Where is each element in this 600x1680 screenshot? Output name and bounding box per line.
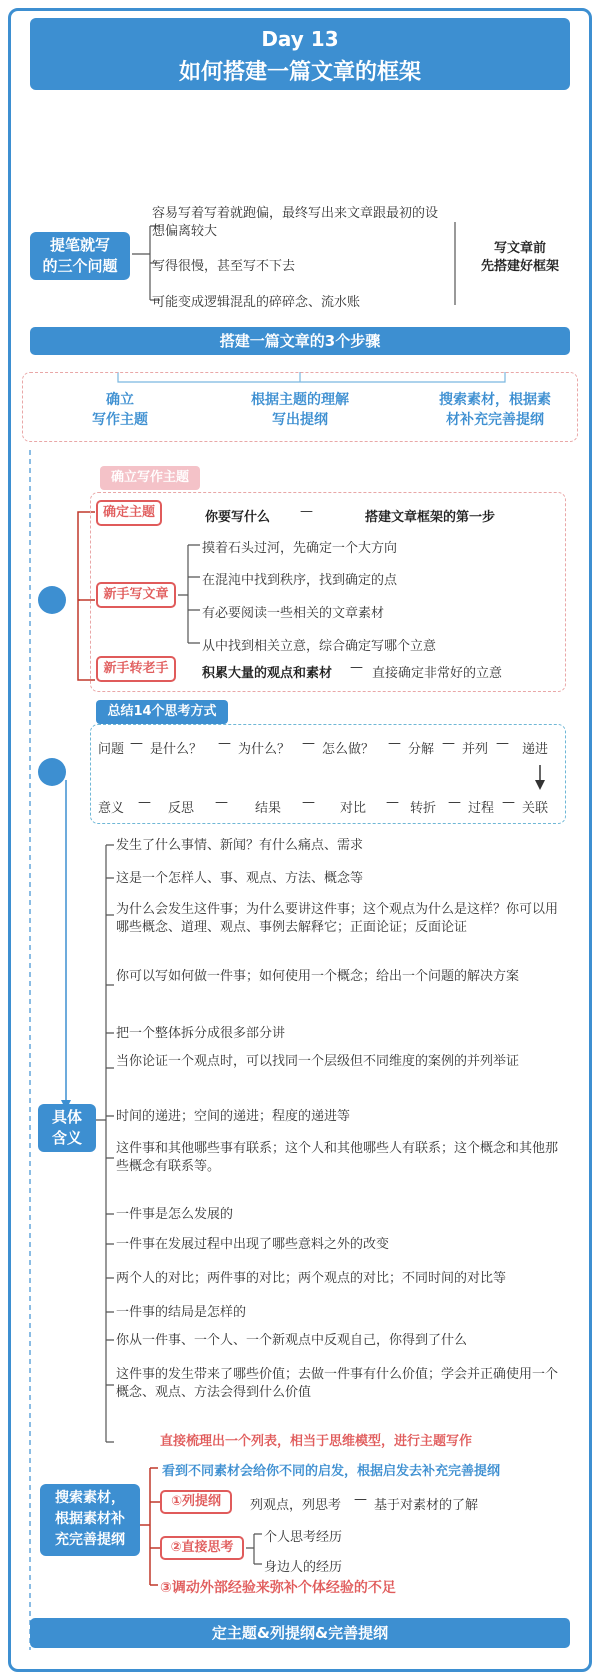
veteran-bold: 积累大量的观点和素材 — [202, 666, 333, 681]
arrow-dash: — — [386, 795, 399, 810]
direct-think-label: ②直接思考 — [160, 1536, 244, 1560]
thinking-tab: 总结14个思考方式 — [96, 700, 228, 724]
think-r1-5: 并列 — [462, 742, 489, 757]
meaning-item-9: 一件事是怎么发展的 — [116, 1207, 234, 1222]
meaning-item-12: 一件事的结局是怎样的 — [116, 1305, 247, 1320]
meaning-item-8: 这件事和其他哪些事有联系；这个人和其他哪些人有联系；这个概念和其他那些概念有联系等。 — [116, 1141, 559, 1174]
meaning-item-6: 当你论证一个观点时，可以找同一个层级但不同维度的案例的并列举证 — [116, 1054, 520, 1069]
dash-2: — — [350, 660, 363, 675]
meaning-summary: 直接梳理出一个列表，相当于思维模型，进行主题写作 — [160, 1434, 473, 1449]
meaning-item-10: 一件事在发展过程中出现了哪些意料之外的改变 — [116, 1237, 390, 1252]
meaning-item-3: 为什么会发生这件事；为什么要讲这件事；这个观点为什么是这样？你可以用哪些概念、道理、观点、事例去解释它；正面论证；反面论证 — [116, 902, 559, 935]
arrow-dash: — — [130, 736, 143, 751]
step-2: 根据主题的理解 写出提纲 — [251, 392, 349, 428]
think-r1-0: 问题 — [98, 742, 125, 757]
arrow-dash: — — [442, 736, 455, 751]
problem-item-1: 容易写着写着就跑偏，最终写出来文章跟最初的设想偏离较大 — [152, 206, 439, 239]
think-r2-0: 意义 — [98, 801, 125, 816]
list-outline-a: 列观点，列思考 — [250, 1498, 342, 1513]
newbie-item-3: 有必要阅读一些相关的文章素材 — [202, 606, 385, 621]
arrow-dash: — — [302, 795, 315, 810]
think-r1-4: 分解 — [408, 742, 435, 757]
newbie-item-4: 从中找到相关立意，综合确定写哪个立意 — [202, 639, 437, 654]
think-r1-6: 递进 — [522, 742, 549, 757]
step-1: 确立 写作主题 — [92, 392, 148, 428]
footer-bar: 定主题&列提纲&完善提纲 — [30, 1618, 570, 1648]
think-r2-4: 转折 — [410, 801, 437, 816]
newbie-label: 新手写文章 — [96, 582, 176, 608]
think-r2-3: 对比 — [340, 801, 367, 816]
think-r2-2: 结果 — [255, 801, 282, 816]
dash-1: — — [300, 504, 313, 519]
determine-topic-label: 确定主题 — [96, 500, 162, 526]
arrow-dash: — — [218, 736, 231, 751]
arrow-dash: — — [215, 795, 228, 810]
arrow-dash: — — [138, 795, 151, 810]
arrow-dash: — — [302, 736, 315, 751]
dash-3: — — [354, 1492, 367, 1507]
meaning-item-2: 这是一个怎样人、事、观点、方法、概念等 — [116, 871, 364, 886]
topic-bullet-icon — [38, 586, 66, 614]
day-label: Day 13 — [261, 27, 339, 51]
arrow-dash: — — [502, 795, 515, 810]
topic-tab: 确立写作主题 — [100, 466, 200, 490]
arrow-dash: — — [496, 736, 509, 751]
think-r1-2: 为什么？ — [238, 742, 291, 757]
veteran-rest: 直接确定非常好的立意 — [372, 666, 503, 681]
think-r2-5: 过程 — [468, 801, 495, 816]
material-label: 搜索素材， 根据素材补 充完善提纲 — [40, 1484, 140, 1556]
meaning-label: 具体 含义 — [38, 1104, 96, 1152]
think-r1-1: 是什么？ — [150, 742, 203, 757]
meaning-item-14: 这件事的发生带来了哪些价值；去做一件事有什么价值；学会并正确使用一个概念、观点、方法会得到什么价值 — [116, 1367, 559, 1400]
problems-label: 提笔就写 的三个问题 — [30, 232, 130, 280]
think-item-1: 个人思考经历 — [264, 1530, 343, 1545]
problem-item-3: 可能变成逻辑混乱的碎碎念、流水账 — [152, 295, 361, 310]
meaning-item-1: 发生了什么事情、新闻？有什么痛点、需求 — [116, 838, 364, 853]
external-experience: ③调动外部经验来弥补个体经验的不足 — [160, 1580, 396, 1596]
thinking-bullet-icon — [38, 758, 66, 786]
problem-item-2: 写得很慢，甚至写不下去 — [152, 259, 296, 274]
arrow-dash: — — [388, 736, 401, 751]
list-outline-label: ①列提纲 — [160, 1490, 232, 1514]
veteran-label: 新手转老手 — [96, 656, 176, 682]
think-r2-6: 关联 — [522, 801, 549, 816]
think-r2-1: 反思 — [168, 801, 195, 816]
problems-conclusion: 写文章前 先搭建好框架 — [480, 241, 559, 274]
determine-answer: 搭建文章框架的第一步 — [365, 510, 496, 525]
newbie-item-2: 在混沌中找到秩序，找到确定的点 — [202, 573, 398, 588]
step-3: 搜索素材，根据素 材补充完善提纲 — [439, 392, 551, 428]
list-outline-b: 基于对素材的了解 — [374, 1498, 479, 1513]
steps-bar: 搭建一篇文章的3个步骤 — [30, 327, 570, 355]
material-headline: 看到不同素材会给你不同的启发，根据启发去补充完善提纲 — [162, 1464, 501, 1479]
determine-question: 你要写什么 — [205, 510, 271, 525]
newbie-item-1: 摸着石头过河，先确定一个大方向 — [202, 541, 398, 556]
meaning-item-5: 把一个整体拆分成很多部分讲 — [116, 1026, 286, 1041]
meaning-item-7: 时间的递进；空间的递进；程度的递进等 — [116, 1109, 351, 1124]
think-r1-3: 怎么做？ — [322, 742, 375, 757]
think-item-2: 身边人的经历 — [264, 1560, 343, 1575]
meaning-item-4: 你可以写如何做一件事；如何使用一个概念；给出一个问题的解决方案 — [116, 969, 520, 984]
meaning-item-11: 两个人的对比；两件事的对比；两个观点的对比；不同时间的对比等 — [116, 1271, 507, 1286]
meaning-item-13: 你从一件事、一个人、一个新观点中反观自己，你得到了什么 — [116, 1333, 468, 1348]
arrow-dash: — — [448, 795, 461, 810]
page-title: 如何搭建一篇文章的框架 — [178, 60, 421, 85]
